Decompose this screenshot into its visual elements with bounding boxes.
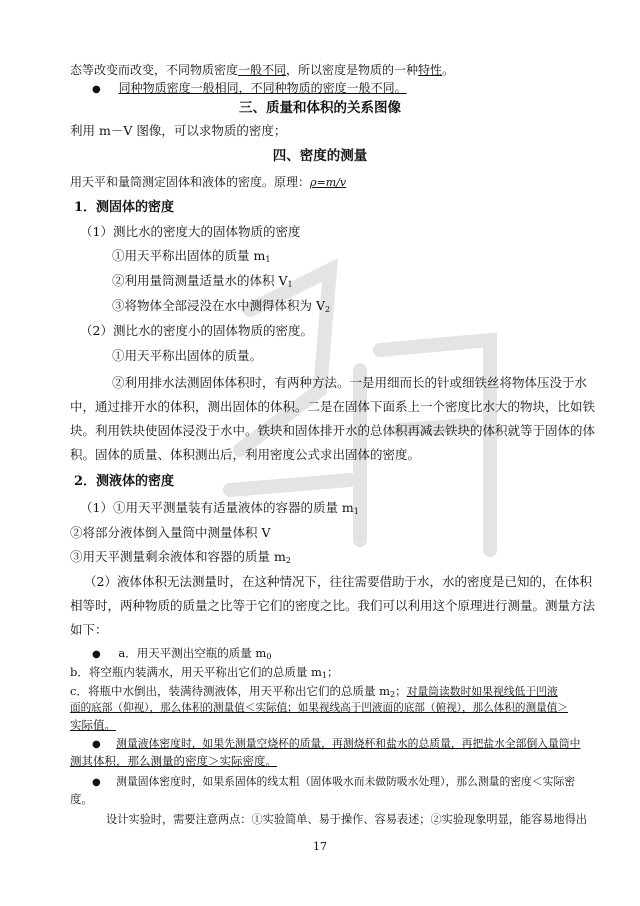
text-line: 利用 m－V 图像，可以求物质的密度； xyxy=(70,123,287,138)
paragraph-method: ②利用排水法测固体体积时，有两种方法。一是用细而长的针或细铁丝将物体压没于水中，通过排开水的体积，测出固体的体积。二是在固体下面系上一个密度比水大的物块，比如铁块。利用铁块使固体浸没于水中。铁块和固体排开水的总体积再减去铁块的体积就等于固体的体积。固体的质量、体积测出后，利用密度公式求出固体的密度。 xyxy=(70,375,596,462)
text: 测量固体密度时，如果系固体的线太粗（固体吸水而未做防吸水处理），那么测量的密度＜实际密 xyxy=(116,775,576,788)
text: ②利用量筒测量适量水的体积 V xyxy=(112,273,288,288)
text-line: （2）测比水的密度小的固体物质的密度。 xyxy=(80,323,313,338)
principle-line xyxy=(70,174,346,191)
page-number: 17 xyxy=(313,840,327,853)
step-line xyxy=(112,298,330,318)
text-line xyxy=(70,62,454,78)
underlined-note: 实际值。 xyxy=(70,718,116,732)
section-heading-4: 四、密度的测量 xyxy=(272,148,368,164)
step-line xyxy=(112,248,270,268)
subscript: 0 xyxy=(266,652,272,661)
underlined-note: 面的底部（仰视），那么体积的测量值＜实际值；如果视线高于凹液面的底部（俯视），那么体积的测量值＞ xyxy=(70,702,568,714)
underlined-text: 特性 xyxy=(418,63,443,77)
paragraph-liquid: （2）液体体积无法测量时，在这种情况下，往往需要借助于水，水的密度是已知的，在体积相等时，两种物质的质量之比等于它们的密度之比。我们可以利用这个原理进行测量。测量方法如下： xyxy=(70,574,596,637)
subsection-heading-2: 2．测液体的密度 xyxy=(74,474,175,489)
bullet-icon: ● xyxy=(92,649,101,660)
text: ； xyxy=(327,665,339,679)
text: c．将瓶中水倒出，装满待测液体，用天平称出它们的总质量 m xyxy=(70,684,390,698)
text: ③将物体全部浸没在水中测得体积为 V xyxy=(112,298,326,313)
text-line: 设计实验时，需要注意两点：①实验简单、易于操作、容易表述；②实验现象明显，能容易地得出 xyxy=(106,813,588,826)
bullet-item xyxy=(92,736,580,753)
subscript: 2 xyxy=(285,556,291,565)
step-line xyxy=(80,500,359,520)
subscript: 2 xyxy=(390,690,396,699)
density-formula: ρ=m/v xyxy=(310,176,347,189)
step-line: ①用天平称出固体的质量。 xyxy=(112,348,263,363)
subscript: 2 xyxy=(325,305,331,314)
subscript: 1 xyxy=(265,255,271,264)
underlined-note: 测其体积，那么测量的密度＞实际密度。 xyxy=(70,754,277,768)
subscript: 1 xyxy=(287,280,293,289)
bullet-icon: ● xyxy=(92,777,101,788)
text: ③用天平测量剩余液体和容器的质量 m xyxy=(70,549,286,564)
step-line xyxy=(70,549,291,569)
step-line: ②将部分液体倒入量筒中测量体积 V xyxy=(70,525,271,540)
text: 。 xyxy=(442,63,455,77)
text: 用天平和量筒测定固体和液体的密度。原理： xyxy=(70,175,311,189)
subscript: 1 xyxy=(353,507,359,516)
text-line: （1）测比水的密度大的固体物质的密度 xyxy=(80,224,301,239)
text: ，所以密度是物质的一种 xyxy=(286,63,419,77)
bullet-text: 同种物质密度一般相同，不同种物质的密度一般不同。 xyxy=(118,81,407,95)
text-line: 度。 xyxy=(70,792,93,806)
step-line xyxy=(112,273,293,293)
bullet-icon: ● xyxy=(92,84,101,95)
subscript: 1 xyxy=(321,671,328,680)
underlined-note: 对量筒读数时如果视线低于凹液 xyxy=(406,685,558,698)
bullet-item xyxy=(92,645,271,665)
subsection-heading-1: 1．测固体的密度 xyxy=(74,200,175,215)
bullet-item xyxy=(92,80,407,98)
text: b．将空瓶内装满水，用天平称出它们的总质量 m xyxy=(70,665,322,679)
text: a．用天平测出空瓶的质量 m xyxy=(118,646,267,660)
underlined-note: 测量液体密度时，如果先测量空烧杯的质量，再测烧杯和盐水的总质量，再把盐水全部倒入量筒中 xyxy=(116,737,581,750)
text: （1）①用天平测量装有适量液体的容器的质量 m xyxy=(80,500,354,515)
step-line xyxy=(70,664,339,684)
section-heading-3: 三、质量和体积的关系图像 xyxy=(239,100,401,116)
text: 态等改变而改变，不同物质密度 xyxy=(70,63,239,77)
underlined-text: 一般不同 xyxy=(238,63,287,77)
text: ； xyxy=(395,684,407,698)
bullet-icon: ● xyxy=(92,739,101,750)
text: ①用天平称出固体的质量 m xyxy=(112,248,266,263)
bullet-item xyxy=(92,774,575,791)
